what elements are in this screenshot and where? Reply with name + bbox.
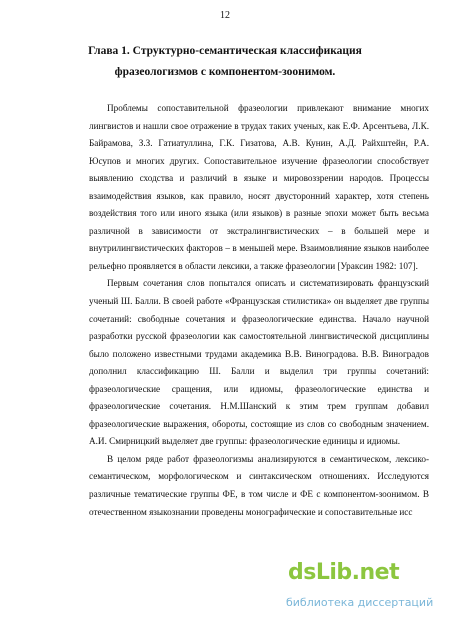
watermark-logo: dsLib.net (288, 560, 400, 585)
body-text (89, 100, 429, 521)
paragraph-3: В целом ряде работ фразеологизмы анализируются в семантическом, лексико-семантическом, морфологическом и синтаксическом отношениях. Исследуются различные тематические группы ФЕ, в том числе и ФЕ с компонентом-зоонимом. В отечественном языкознании проведены монографические и сопоставительные исс (89, 453, 429, 517)
watermark-subtitle: библиотека диссертаций (286, 596, 434, 609)
watermark (286, 560, 446, 616)
paragraph-1: Проблемы сопоставительной фразеологии привлекают внимание многих лингвистов и нашли свое отражение в трудах таких ученых, как Е.Ф. Арсентьева, Л.К. Байрамова, З.З. Гатиатуллина, Г.К. Гизатова, А.В. Кунин, А.Д. Райхштейн, Р.А. Юсупов и многих других. Сопоставительное изучение фразеологии способствует выявлению сходства и различий в языке и мировоззрении народов. Процессы взаимодействия языков, как правило, носят двусторонний характер, хотя степень воздействия того или иного языка (или языков) в разные эпохи может быть весьма различной в зависимости от экстралингвистических – в большей мере и внутрилингвистических факторов – в меньшей мере. Взаимовлияние языков наиболее рельефно проявляется в области лексики, а также фразеологии [Уракcин 1982: 107]. (89, 103, 429, 271)
page-number: 12 (220, 10, 230, 21)
chapter-title: Глава 1. Структурно-семантическая классификация фразеологизмов с компонентом-зоонимом. (88, 45, 362, 78)
paragraph-2: Первым сочетания слов попытался описать и систематизировать французский ученый Ш. Балли. В своей работе «Французская стилистика» он выделяет две группы сочетаний: свободные сочетания и фразеологические единства. Начало научной разработки русской фразеологии как самостоятельной лингвистической дисциплины было положено известными трудами академика В.В. Виноградова. В.В. Виноградов дополнил классификацию Ш. Балли и выделил три группы сочетаний: фразеологические сращения, или идиомы, фразеологические единства и фразеологические сочетания. Н.М.Шанский к этим трем группам добавил фразеологические выражения, обороты, состоящие из слов со свободным значением. А.И. Смирницкий выделяет две группы: фразеологические единицы и идиомы. (89, 278, 429, 447)
